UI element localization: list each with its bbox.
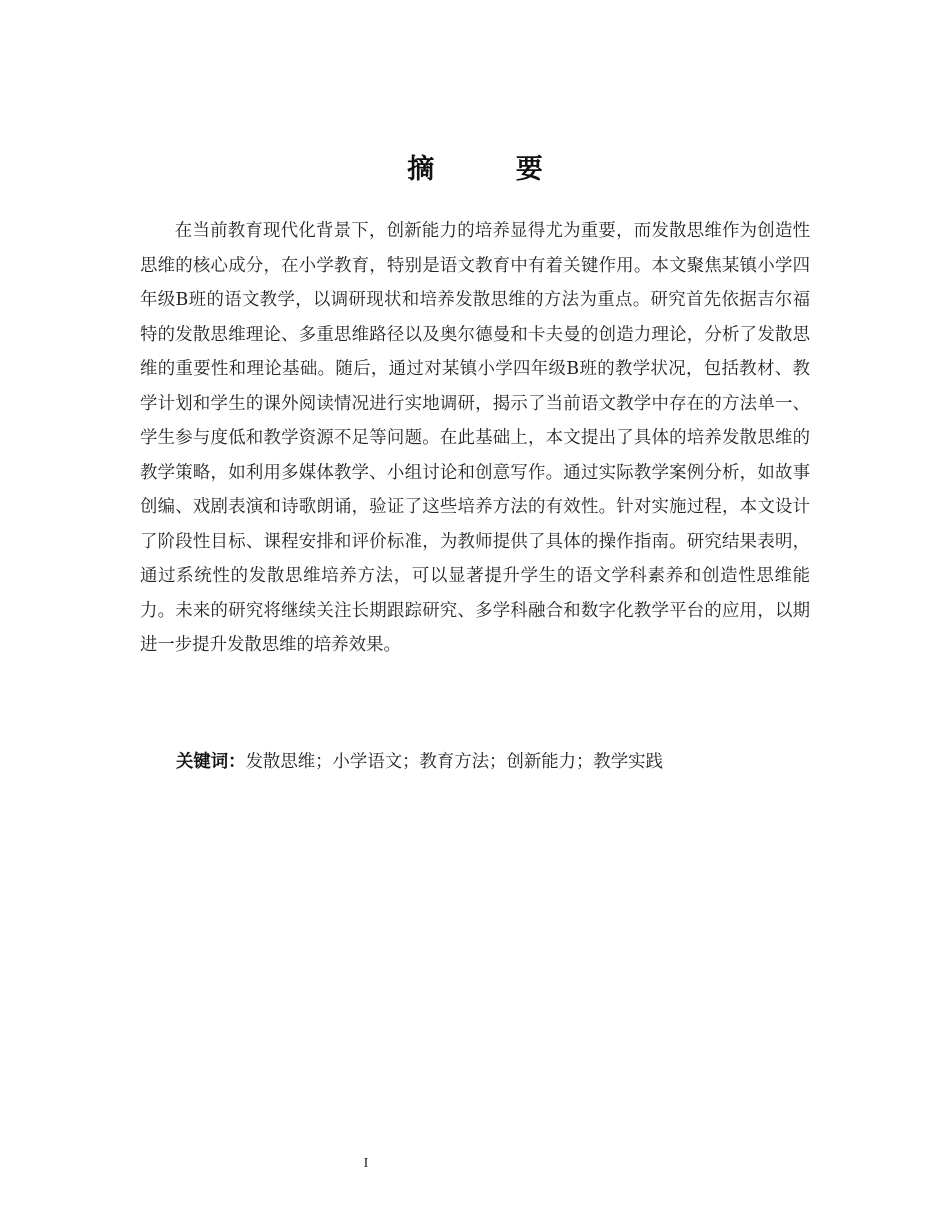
abstract-title: 摘 要 [407, 154, 579, 185]
page-number: I [363, 1156, 369, 1171]
abstract-body: 在当前教育现代化背景下，创新能力的培养显得尤为重要，而发散思维作为创造性思维的核心成分，在小学教育，特别是语文教育中有着关键作用。本文聚焦某镇小学四年级B班的语文教学，以调研现状和培养发散思维的方法为重点。研究首先依据吉尔福特的发散思维理论、多重思维路径以及奥尔德曼和卡夫曼的创造力理论，分析了发散思维的重要性和理论基础。随后，通过对某镇小学四年级B班的教学状况，包括教材、教学计划和学生的课外阅读情况进行实地调研，揭示了当前语文教学中存在的方法单一、学生参与度低和教学资源不足等问题。在此基础上，本文提出了具体的培养发散思维的教学策略，如利用多媒体教学、小组讨论和创意写作。通过实际教学案例分析，如故事创编、戏剧表演和诗歌朗诵，验证了这些培养方法的有效性。针对实施过程，本文设计了阶段性目标、课程安排和评价标准，为教师提供了具体的操作指南。研究结果表明，通过系统性的发散思维培养方法，可以显著提升学生的语文学科素养和创造性思维能力。未来的研究将继续关注长期跟踪研究、多学科融合和数字化教学平台的应用，以期进一步提升发散思维的培养效果。 [140, 221, 810, 655]
keywords-label: 关键词： [176, 752, 246, 772]
keywords-list: 发散思维；小学语文；教育方法；创新能力；教学实践 [245, 752, 663, 772]
keywords-line [176, 746, 816, 778]
